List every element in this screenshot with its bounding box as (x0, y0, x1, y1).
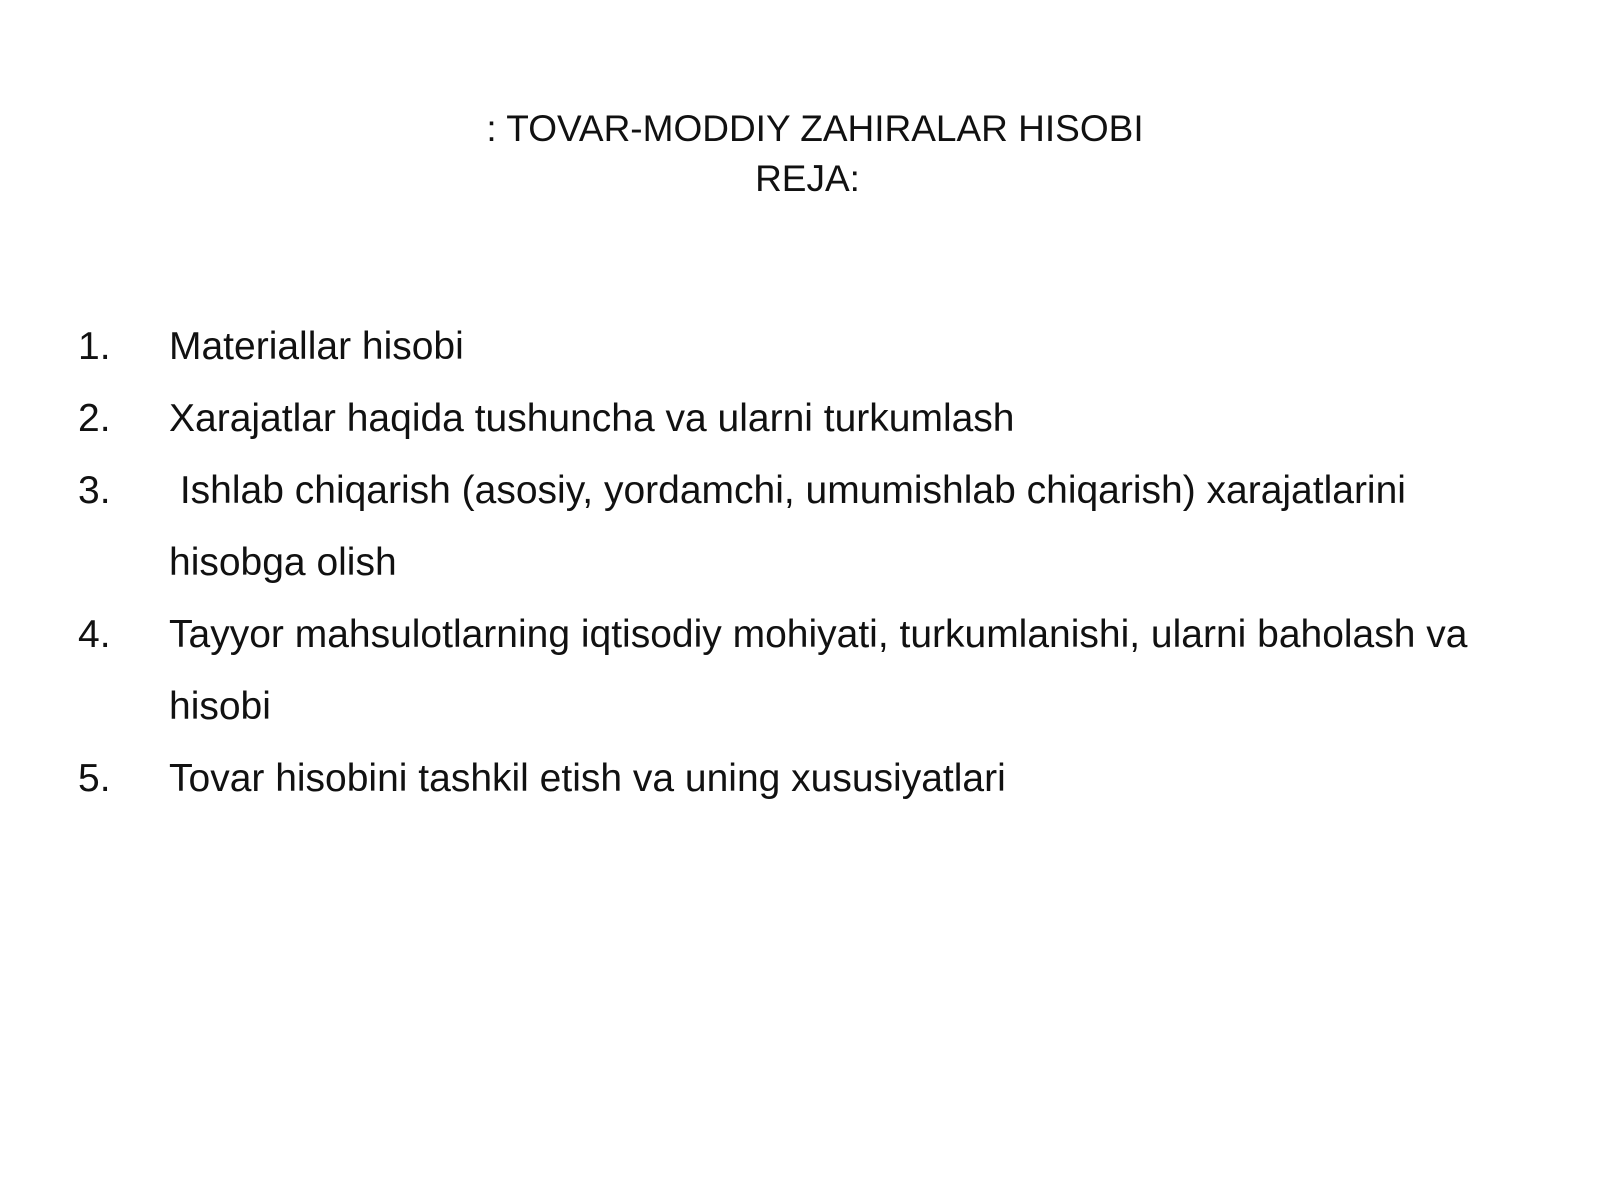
plan-item-2 (78, 383, 1528, 455)
plan-item-1 (78, 311, 1528, 383)
plan-item-number: 3. (78, 469, 111, 512)
plan-item-text: Materiallar hisobi (169, 325, 464, 368)
plan-item-number: 2. (78, 397, 111, 440)
plan-heading: REJA: (755, 158, 860, 199)
plan-item-number: 4. (78, 613, 111, 656)
plan-item-text: Ishlab chiqarish (asosiy, yordamchi, umumishlab chiqarish) xarajatlarini hisobga olish (169, 469, 1417, 584)
plan-item-number: 5. (78, 757, 111, 800)
plan-item-text: Xarajatlar haqida tushuncha va ularni turkumlash (169, 397, 1015, 440)
plan-item-text: Tovar hisobini tashkil etish va uning xususiyatlari (169, 757, 1006, 800)
plan-item-text: Tayyor mahsulotlarning iqtisodiy mohiyati, turkumlanishi, ularni baholash va hisobi (169, 613, 1468, 728)
plan-item-3 (78, 455, 1528, 599)
plan-item-number: 1. (78, 325, 111, 368)
plan-item-4 (78, 599, 1528, 743)
slide-title: : TOVAR-MODDIY ZAHIRALAR HISOBI (486, 108, 1144, 149)
plan-item-5 (78, 743, 1528, 815)
title-block (0, 104, 1600, 204)
plan-list (78, 311, 1528, 815)
